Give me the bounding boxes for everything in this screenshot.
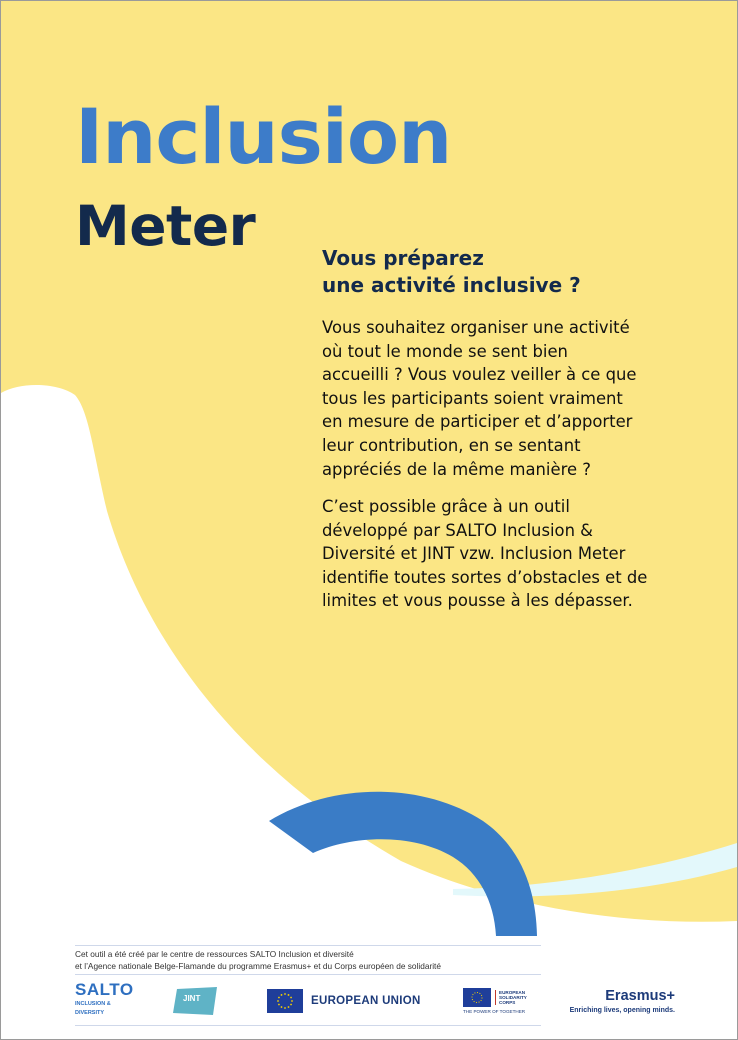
eu-star (290, 997, 292, 999)
paragraph-line: leur contribution, en se sentant (322, 435, 581, 455)
paragraph-line: tous les participants soient vraiment (322, 388, 623, 408)
eu-flag-icon (267, 989, 303, 1013)
eu-star (284, 1007, 286, 1009)
footer-rule-mid (75, 974, 541, 975)
jint-logo (173, 987, 217, 1015)
eu-star (290, 1004, 292, 1006)
eu-star (281, 1006, 283, 1008)
footer-credits-line: Cet outil a été créé par le centre de ressources SALTO Inclusion et diversité (75, 949, 354, 959)
erasmus-logo-tagline: Enriching lives, opening minds. (569, 1006, 675, 1014)
eu-star (281, 994, 283, 996)
paragraph-line: Vous souhaitez organiser une activité (322, 318, 630, 337)
salto-logo (75, 981, 134, 1016)
eu-logo (267, 989, 421, 1013)
eu-star (288, 1006, 290, 1008)
paragraph-line: appréciés de la même manière ? (322, 459, 591, 479)
eu-star (278, 997, 280, 999)
eu-star (288, 994, 290, 996)
paragraph-tool (322, 495, 692, 613)
paragraph-intro (322, 316, 692, 481)
erasmus-plus-logo (567, 989, 675, 1014)
eu-star (291, 1000, 293, 1002)
paragraph-line: en mesure de participer et d’apporter (322, 412, 633, 432)
eu-logo-text: EUROPEAN UNION (311, 995, 421, 1007)
esc-flag-icon (463, 988, 491, 1007)
european-solidarity-corps-logo (463, 988, 527, 1016)
jint-logo-text: JINT (183, 994, 201, 1003)
subheading-line: une activité inclusive ? (322, 273, 581, 297)
esc-logo-line: SOLIDARITY (499, 994, 527, 1000)
salto-logo-name: SALTO (75, 980, 134, 999)
esc-logo-line: CORPS (499, 1000, 516, 1006)
salto-logo-sub: INCLUSION & (75, 1001, 111, 1007)
title-inclusion: Inclusion (75, 92, 452, 181)
esc-logo-line: EUROPEAN (499, 989, 526, 995)
title-meter: Meter (75, 194, 256, 258)
subheading (322, 245, 652, 299)
paragraph-line: Diversité et JINT vzw. Inclusion Meter (322, 544, 626, 564)
paragraph-line: limites et vous pousse à les dépasser. (322, 591, 633, 611)
eu-star (284, 993, 286, 995)
eu-star (277, 1000, 279, 1002)
footer-credits-line: et l’Agence nationale Belge-Flamande du programme Erasmus+ et du Corps européen de solidarité (75, 961, 441, 971)
salto-logo-sub: DIVERSITY (75, 1010, 105, 1016)
footer-credits (75, 948, 441, 972)
esc-logo-tagline: THE POWER OF TOGETHER (463, 1009, 526, 1014)
paragraph-line: où tout le monde se sent bien (322, 341, 568, 361)
footer-rule-bottom (75, 1025, 541, 1026)
paragraph-line: identifie toutes sortes d’obstacles et de (322, 567, 648, 587)
footer-rule-top (75, 945, 541, 946)
paragraph-line: développé par SALTO Inclusion & (322, 520, 593, 540)
subheading-line: Vous préparez (322, 246, 484, 270)
erasmus-logo-name: Erasmus+ (605, 988, 675, 1004)
eu-star (278, 1004, 280, 1006)
paragraph-line: accueilli ? Vous voulez veiller à ce que (322, 365, 637, 385)
paragraph-line: C’est possible grâce à un outil (322, 497, 570, 516)
